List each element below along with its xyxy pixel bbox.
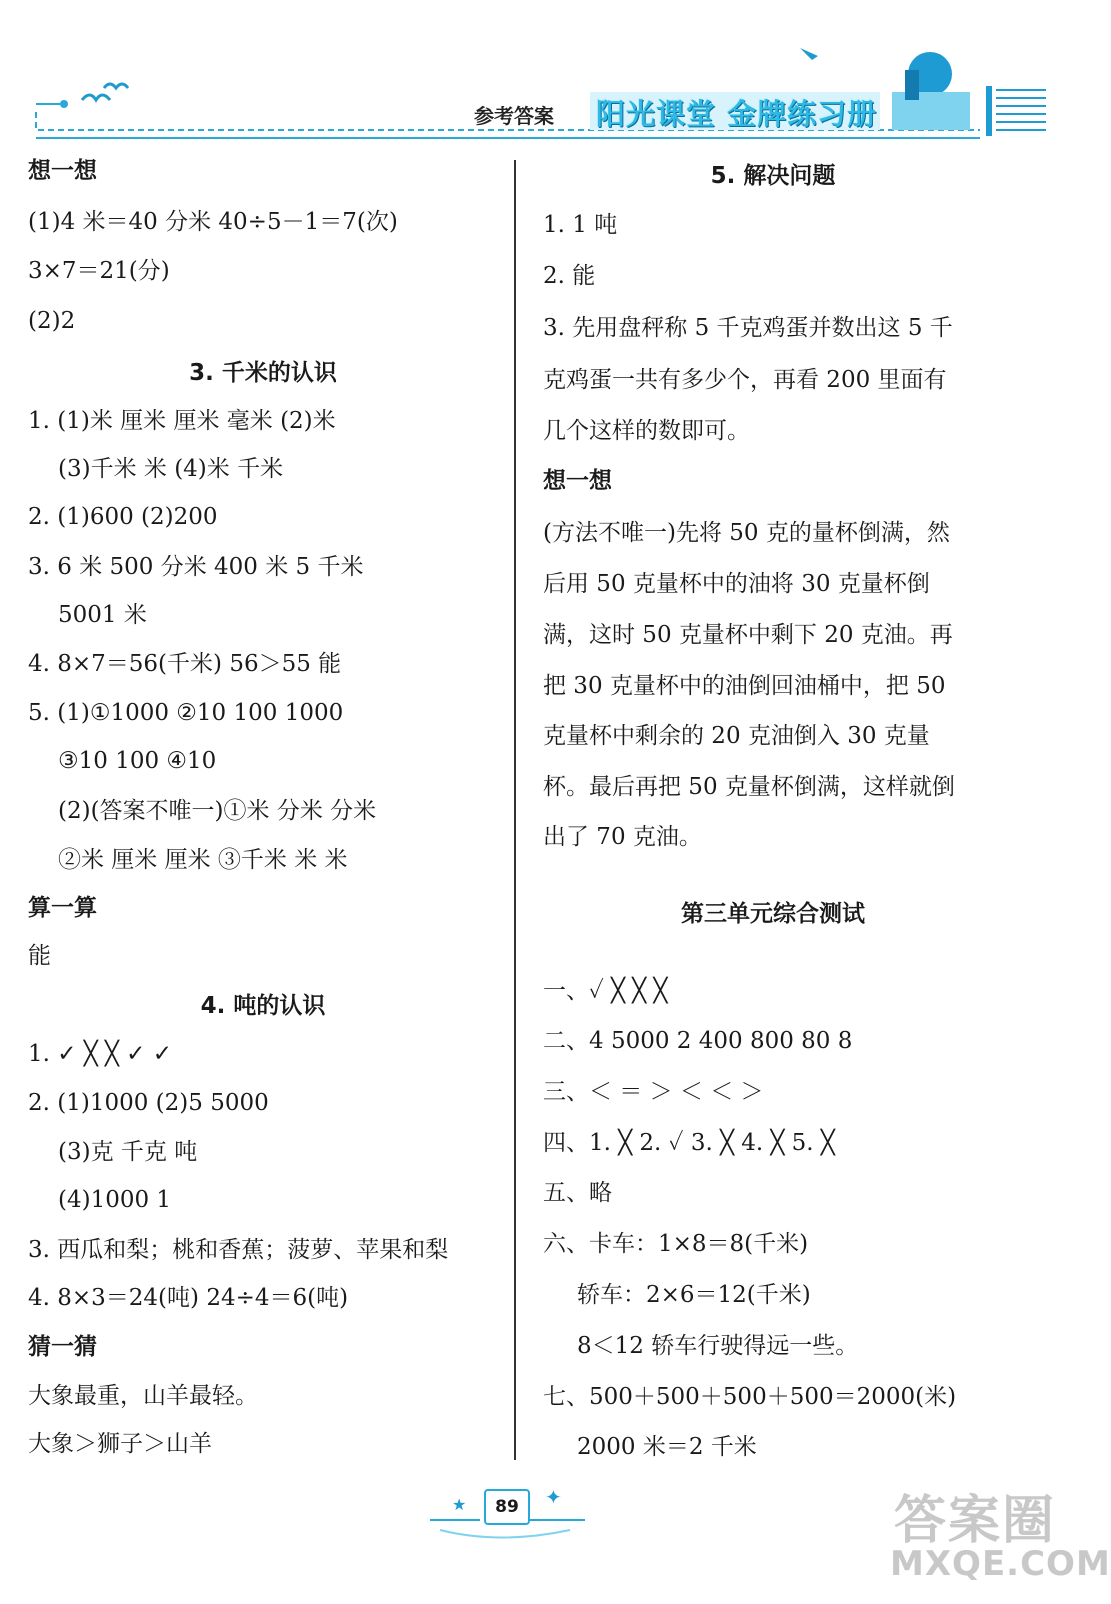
answer-line: 后用 50 克量杯中的油将 30 克量杯倒 (543, 571, 930, 597)
answer-line: 3×7＝21(分) (28, 258, 170, 284)
section-title: 猜一猜 (28, 1334, 97, 1360)
answer-line: (2)(答案不唯一)①米 分米 分米 (58, 798, 377, 824)
answer-line: ②米 厘米 厘米 ③千米 米 米 (58, 847, 348, 873)
answer-line: 大象最重，山羊最轻。 (28, 1383, 258, 1409)
section-title: 想一想 (28, 158, 97, 184)
star-icon: ★ (452, 1495, 467, 1514)
section-title: 5. 解决问题 (710, 163, 836, 189)
section-title: 第三单元综合测试 (681, 901, 865, 927)
header-dot (60, 100, 68, 108)
answer-line: 3. 西瓜和梨；桃和香蕉；菠萝、苹果和梨 (28, 1237, 449, 1263)
bird-icon (82, 95, 110, 100)
answer-line: 七、500＋500＋500＋500＝2000(米) (543, 1384, 957, 1410)
answer-line: 1. (1)米 厘米 厘米 毫米 (2)米 (28, 408, 336, 434)
answer-line: (3)千米 米 (4)米 千米 (58, 456, 284, 482)
section-title: 4. 吨的认识 (200, 993, 326, 1019)
answer-line: 克量杯中剩余的 20 克油倒入 30 克量 (543, 723, 930, 749)
answer-line: 1. 1 吨 (543, 212, 618, 238)
answer-line: 2. (1)600 (2)200 (28, 504, 218, 530)
section-title: 算一算 (28, 895, 97, 921)
answer-line: (方法不唯一)先将 50 克的量杯倒满，然 (543, 520, 950, 546)
answer-line: 大象＞狮子＞山羊 (28, 1431, 212, 1457)
answer-line: 3. 先用盘秤称 5 千克鸡蛋并数出这 5 千 (543, 315, 953, 341)
page-number: 89 (484, 1489, 530, 1525)
answer-line: 一、✓ ╳ ╳ ╳ (543, 978, 668, 1004)
answer-line: 轿车：2×6＝12(千米) (577, 1282, 811, 1308)
answer-line: 出了 70 克油。 (543, 824, 702, 850)
answer-line: 五、略 (543, 1180, 612, 1206)
answer-line: 5. (1)①1000 ②10 100 1000 (28, 700, 344, 726)
answer-line: 四、1. ╳ 2. ✓ 3. ╳ 4. ╳ 5. ╳ (543, 1130, 835, 1156)
column-divider (514, 160, 516, 1460)
answer-line: ③10 100 ④10 (58, 748, 217, 774)
answer-line: 4. 8×7＝56(千米) 56＞55 能 (28, 651, 342, 677)
answer-line: 二、4 5000 2 400 800 80 8 (543, 1028, 853, 1054)
answer-line: (4)1000 1 (58, 1187, 172, 1213)
answer-line: 8＜12 轿车行驶得远一些。 (577, 1333, 859, 1359)
plane-icon (800, 48, 818, 60)
star-icon: ✦ (545, 1485, 562, 1509)
answer-line: 2000 米＝2 千米 (577, 1434, 757, 1460)
answer-line: 六、卡车：1×8＝8(千米) (543, 1231, 809, 1257)
header-stripes (996, 90, 1046, 130)
answer-line: 克鸡蛋一共有多少个，再看 200 里面有 (543, 367, 947, 393)
answer-line: 三、＜ ＝ ＞ ＜ ＜ ＞ (543, 1079, 764, 1105)
answer-line: 5001 米 (58, 602, 147, 628)
watermark-text: 答案圈 (894, 1491, 1057, 1551)
answer-line: (1)4 米＝40 分米 40÷5－1＝7(次) (28, 209, 398, 235)
answer-line: 几个这样的数即可。 (543, 418, 750, 444)
page-header (0, 0, 1087, 150)
answer-line: 杯。最后再把 50 克量杯倒满，这样就倒 (543, 774, 955, 800)
section-title: 3. 千米的认识 (189, 360, 337, 386)
answer-line: (2)2 (28, 308, 76, 334)
answer-line: 满，这时 50 克量杯中剩下 20 克油。再 (543, 622, 953, 648)
answer-line: 能 (28, 943, 51, 969)
header-brand-title: 阳光课堂 金牌练习册 (596, 97, 878, 131)
footer-wave (440, 1530, 570, 1538)
answer-line: (3)克 千克 吨 (58, 1139, 198, 1165)
bird-icon (104, 84, 128, 88)
watermark-url: MXQE.COM (890, 1544, 1111, 1584)
answer-line: 3. 6 米 500 分米 400 米 5 千米 (28, 554, 364, 580)
answer-line: 2. (1)1000 (2)5 5000 (28, 1090, 269, 1116)
answer-line: 2. 能 (543, 263, 596, 289)
header-reference-label: 参考答案 (474, 104, 554, 128)
answer-line: 4. 8×3＝24(吨) 24÷4＝6(吨) (28, 1285, 349, 1311)
watermark-logo (890, 1478, 1111, 1593)
section-title: 想一想 (543, 468, 612, 494)
answer-line: 1. ✓ ╳ ╳ ✓ ✓ (28, 1041, 173, 1067)
answer-line: 把 30 克量杯中的油倒回油桶中，把 50 (543, 673, 946, 699)
